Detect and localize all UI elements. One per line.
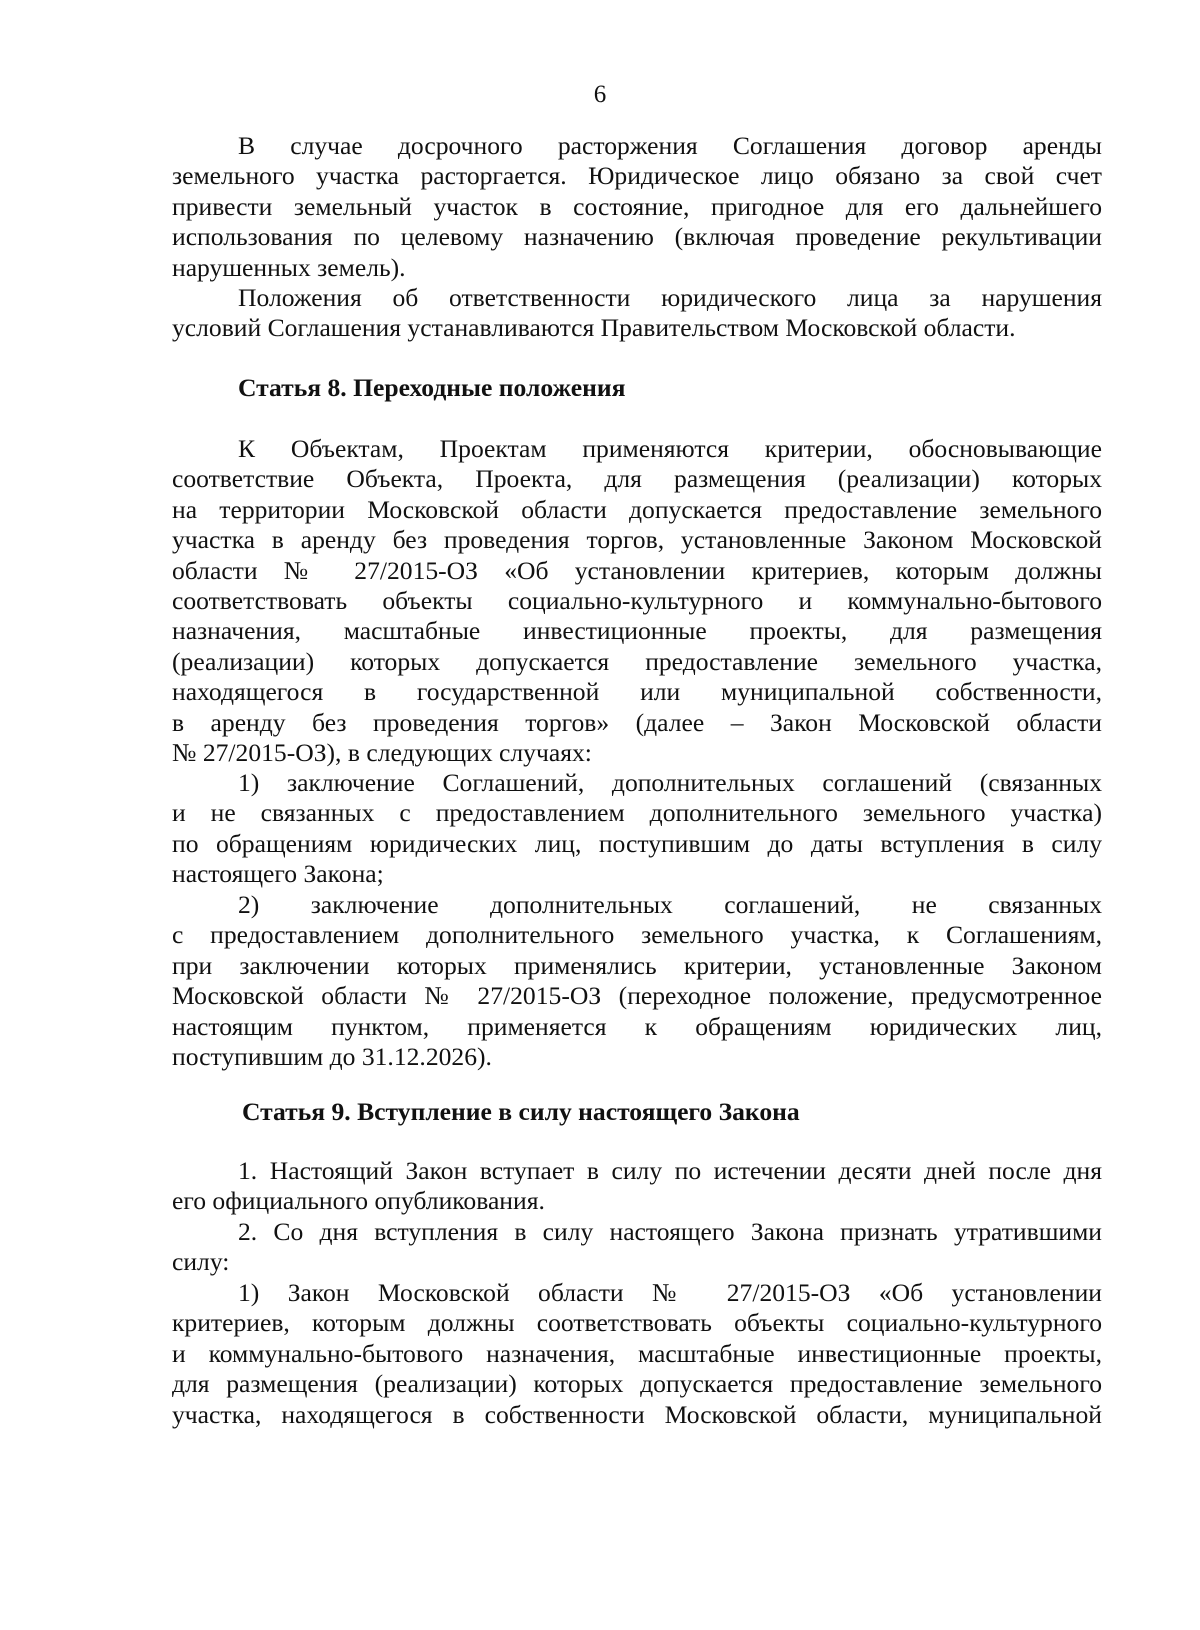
article-9-heading: Статья 9. Вступление в силу настоящего Закона — [242, 1097, 800, 1126]
text-line: № 27/2015-ОЗ), в следующих случаях: — [172, 738, 592, 768]
text-line: земельного участка расторгается. Юридическое лицо обязано за свой счет — [172, 161, 1102, 191]
text-line: 1) Закон Московской области № 27/2015-ОЗ «Об установлении — [238, 1278, 1102, 1307]
paragraph-case-1 — [172, 768, 1102, 890]
text-line: соответствовать объекты социально-культурного и коммунально-бытового — [172, 586, 1102, 616]
page-number: 6 — [593, 81, 607, 108]
text-line: для размещения (реализации) которых допускается предоставление земельного — [172, 1369, 1102, 1399]
text-line: настоящего Закона; — [172, 859, 384, 889]
text-line: при заключении которых применялись критерии, установленные Законом — [172, 950, 1102, 980]
text-line: использования по целевому назначению (включая проведение рекультивации — [172, 222, 1102, 252]
text-line: 2. Со дня вступления в силу настоящего Закона признать утратившими — [238, 1217, 1102, 1246]
text-line: критериев, которым должны соответствовать объекты социально-культурного — [172, 1308, 1102, 1338]
paragraph-criteria — [172, 434, 1102, 768]
text-line: 1. Настоящий Закон вступает в силу по истечении десяти дней после дня — [238, 1156, 1102, 1185]
text-line: области № 27/2015-ОЗ «Об установлении критериев, которым должны — [172, 555, 1102, 585]
text-line: нарушенных земель). — [172, 252, 406, 282]
text-line: привести земельный участок в состояние, пригодное для его дальнейшего — [172, 191, 1102, 221]
text-line: по обращениям юридических лиц, поступившим до даты вступления в силу — [172, 828, 1102, 858]
text-line: назначения, масштабные инвестиционные проекты, для размещения — [172, 616, 1102, 646]
text-line: соответствие Объекта, Проекта, для размещения (реализации) которых — [172, 464, 1102, 494]
text-line: силу: — [172, 1247, 230, 1277]
text-line: находящегося в государственной или муниципальной собственности, — [172, 677, 1102, 707]
paragraph-case-2 — [172, 890, 1102, 1072]
text-line: 1) заключение Соглашений, дополнительных соглашений (связанных — [238, 768, 1102, 797]
text-line: Положения об ответственности юридического лица за нарушения — [238, 283, 1102, 312]
paragraph-liability — [172, 283, 1102, 344]
text-line: условий Соглашения устанавливаются Правительством Московской области. — [172, 313, 1016, 343]
paragraph-repeal-law-1 — [172, 1278, 1102, 1430]
text-line: (реализации) которых допускается предоставление земельного участка, — [172, 646, 1102, 676]
text-line: участка, находящегося в собственности Московской области, муниципальной — [172, 1399, 1102, 1429]
text-line: настоящим пунктом, применяется к обращениям юридических лиц, — [172, 1011, 1102, 1041]
text-line: на территории Московской области допускается предоставление земельного — [172, 494, 1102, 524]
text-line: в аренду без проведения торгов» (далее – Закон Московской области — [172, 707, 1102, 737]
article-8-heading: Статья 8. Переходные положения — [238, 373, 626, 402]
text-line: 2) заключение дополнительных соглашений, не связанных — [238, 890, 1102, 919]
paragraph-repeal — [172, 1217, 1102, 1278]
text-line: Московской области № 27/2015-ОЗ (переходное положение, предусмотренное — [172, 981, 1102, 1011]
text-line: участка в аренду без проведения торгов, установленные Законом Московской — [172, 525, 1102, 555]
text-line: В случае досрочного расторжения Соглашения договор аренды — [238, 131, 1102, 160]
paragraph-entry-into-force — [172, 1156, 1102, 1217]
text-line: и не связанных с предоставлением дополнительного земельного участка) — [172, 798, 1102, 828]
text-line: его официального опубликования. — [172, 1186, 545, 1216]
text-line: с предоставлением дополнительного земельного участка, к Соглашениям, — [172, 920, 1102, 950]
paragraph-early-termination — [172, 131, 1102, 283]
text-line: и коммунально-бытового назначения, масштабные инвестиционные проекты, — [172, 1338, 1102, 1368]
text-line: К Объектам, Проектам применяются критерии, обосновывающие — [238, 434, 1102, 463]
text-line: поступившим до 31.12.2026). — [172, 1042, 492, 1072]
